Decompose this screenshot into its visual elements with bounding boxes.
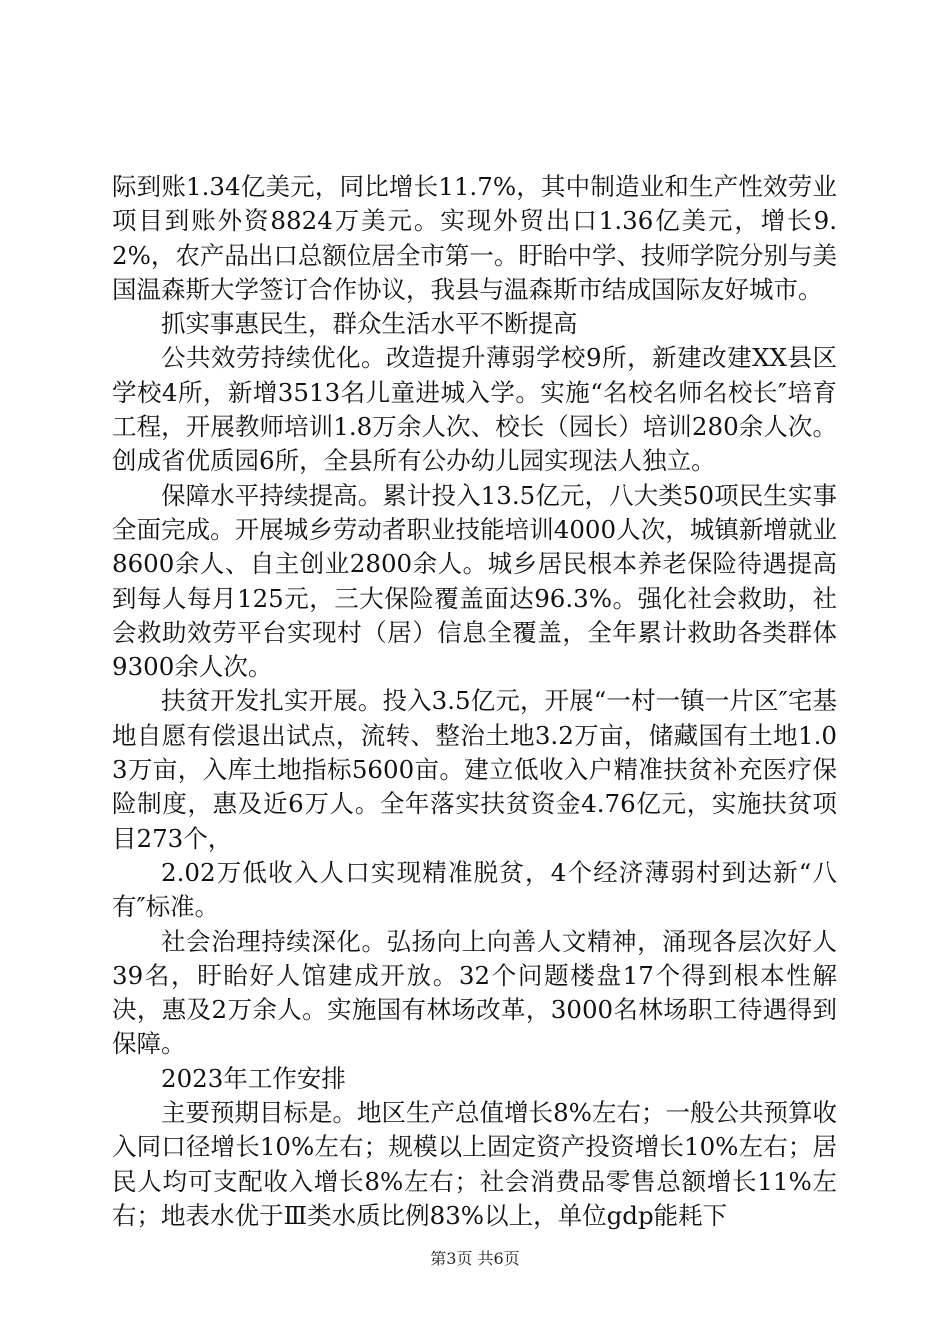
- paragraph-poverty-alleviation: 扶贫开发扎实开展。投入3.5亿元，开展“一村一镇一片区″宅基地自愿有偿退出试点，流转、整治土地3.2万亩，储藏国有土地1.03万亩，入库土地指标5600亩。建立低收入户精准扶贫补充医疗保险制度，惠及近6万人。全年落实扶贫资金4.76亿元，实施扶贫项目273个，: [112, 686, 837, 853]
- paragraph-public-services: 公共效劳持续优化。改造提升薄弱学校9所，新建改建XX县区学校4所，新增3513名儿童进城入学。实施“名校名师名校长″培育工程，开展教师培训1.8万余人次、校长（园长）培训280余人次。创成省优质园6所，全县所有公办幼儿园实现法人独立。: [112, 343, 837, 476]
- page-footer: 第3页 共6页: [430, 1249, 520, 1268]
- paragraph-continuation: 际到账1.34亿美元，同比增长11.7%，其中制造业和生产性效劳业项目到账外资8824万美元。实现外贸出口1.36亿美元，增长9.2%，农产品出口总额位居全市第一。盱眙中学、技师学院分别与美国温森斯大学签订合作协议，我县与温森斯市结成国际友好城市。: [112, 172, 837, 304]
- paragraph-targets: 主要预期目标是。地区生产总值增长8%左右；一般公共预算收入同口径增长10%左右；规模以上固定资产投资增长10%左右；居民人均可支配收入增长8%左右；社会消费品零售总额增长11%左右；地表水优于Ⅲ类水质比例83%以上，单位gdp能耗下: [112, 1098, 837, 1230]
- paragraph-social-security: 保障水平持续提高。累计投入13.5亿元，八大类50项民生实事全面完成。开展城乡劳动者职业技能培训4000人次，城镇新增就业8600余人、自主创业2800余人。城乡居民根本养老保险待遇提高到每人每月125元，三大保险覆盖面达96.3%。强化社会救助，社会救助效劳平台实现村（居）信息全覆盖，全年累计救助各类群体9300余人次。: [112, 480, 837, 682]
- section-heading-livelihood: 抓实事惠民生，群众生活水平不断提高: [161, 309, 578, 339]
- section-heading-work-plan: 2023年工作安排: [161, 1063, 346, 1093]
- paragraph-poverty-result: 2.02万低收入人口实现精准脱贫，4个经济薄弱村到达新“八有″标准。: [112, 857, 837, 922]
- paragraph-social-governance: 社会治理持续深化。弘扬向上向善人文精神，涌现各层次好人39名，盱眙好人馆建成开放。32个问题楼盘17个得到根本性解决，惠及2万余人。实施国有林场改革，3000名林场职工待遇得到保障。: [112, 926, 837, 1059]
- document-body: [112, 170, 837, 1233]
